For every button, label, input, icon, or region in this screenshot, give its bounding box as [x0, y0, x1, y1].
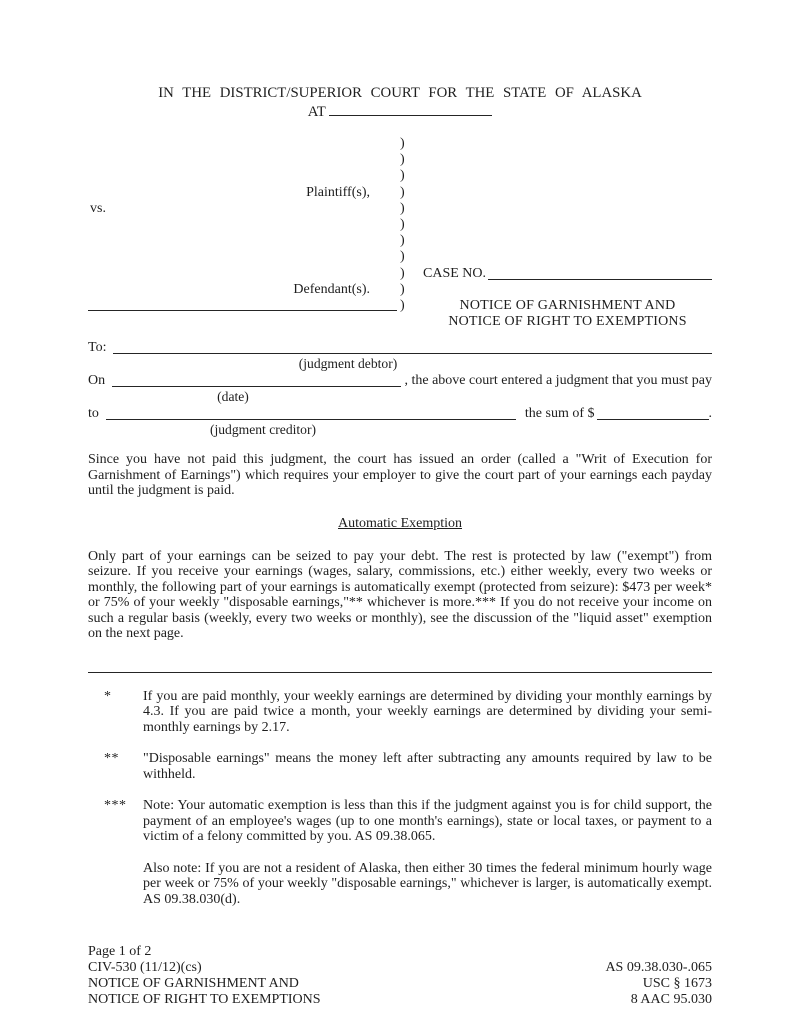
caption-paren: ) — [400, 249, 405, 265]
caption-row — [88, 233, 712, 249]
judgment-notice-block — [88, 339, 712, 438]
caption-row-vs — [88, 201, 712, 217]
footer-left-column — [88, 944, 321, 1008]
footnote-triple-star — [88, 798, 712, 845]
notice-title-line2: NOTICE OF RIGHT TO EXEMPTIONS — [448, 314, 687, 330]
judgment-creditor-blank[interactable] — [106, 405, 516, 420]
statute-reference-aac: 8 AAC 95.030 — [630, 992, 712, 1008]
to-label: To: — [88, 340, 107, 356]
entered-judgment-text: , the above court entered a judgment that you must pay — [404, 373, 712, 389]
caption-paren: ) — [400, 136, 405, 151]
judgment-debtor-blank[interactable] — [113, 339, 712, 354]
court-name: IN THE DISTRICT/SUPERIOR COURT FOR THE STATE OF ALASKA — [158, 85, 642, 101]
footnote-triple-star-marker: *** — [104, 798, 127, 814]
footnote-double-star-marker: ** — [104, 751, 119, 767]
footnote-separator — [88, 672, 712, 673]
sum-line — [88, 405, 712, 422]
date-caption: (date) — [217, 389, 249, 405]
to-small-label: to — [88, 406, 99, 422]
caption-row-plaintiff — [88, 185, 712, 201]
sum-amount-blank[interactable] — [597, 405, 709, 420]
footnote-triple-star-text: Note: Your automatic exemption is less than this if the judgment against you is for child support, the payment of an employee's wages (up to one month's earnings), state or local taxes, or payment to a victim of a felony committed by you. AS 09.38.065. — [143, 798, 712, 845]
case-no-label: CASE NO. — [423, 265, 487, 281]
caption-row-defendant — [88, 282, 712, 298]
judgment-debtor-caption-line — [88, 356, 712, 372]
caption-paren: ) — [400, 297, 405, 313]
footnote-star — [88, 689, 712, 736]
caption-paren: ) — [400, 168, 405, 184]
judgment-debtor-caption: (judgment debtor) — [298, 356, 398, 372]
court-header — [88, 85, 712, 121]
case-caption — [88, 136, 712, 330]
exemption-paragraph: Only part of your earnings can be seized to pay your debt. The rest is protected by law ("exempt") from seizure. If you receive your earnings (wages, salary, commissions, etc.) either weekly, every two weeks or monthly, the following part of your earnings is automatically exempt (protected from seizure): $473 per week* or 75% of your weekly "disposable earnings,"** whichever is more.*** If you do not receive your income on such a regular basis (weekly, every two weeks or monthly), see the discussion of the "liquid asset" exemption on the next page. — [88, 548, 712, 642]
vs-label: vs. — [90, 200, 106, 216]
caption-row — [88, 168, 712, 184]
caption-row — [88, 136, 712, 152]
footnote-also-note-text: Also note: If you are not a resident of Alaska, then either 30 times the federal minimum hourly wage per week or 75% of your weekly "disposable earnings," whichever is larger, is automatically exempt. AS 09.38.030(d). — [143, 860, 712, 907]
caption-row-case-no — [88, 266, 712, 282]
footnote-star-text: If you are paid monthly, your weekly earnings are determined by dividing your monthly earnings by 4.3. If you are paid twice a month, your weekly earnings are determined by dividing your semi-monthly earnings by 2.17. — [143, 688, 712, 735]
footer-form-title-line2: NOTICE OF RIGHT TO EXEMPTIONS — [88, 992, 321, 1008]
notice-title-line1: NOTICE OF GARNISHMENT AND — [459, 297, 676, 313]
caption-row — [88, 152, 712, 168]
at-label: AT — [307, 104, 326, 120]
footer-form-title-line1: NOTICE OF GARNISHMENT AND — [88, 976, 299, 992]
caption-paren: ) — [400, 152, 405, 168]
date-caption-line — [88, 389, 712, 405]
caption-paren: ) — [400, 184, 405, 200]
caption-paren: ) — [400, 200, 405, 216]
date-blank[interactable] — [112, 372, 401, 387]
judgment-creditor-caption-line — [88, 422, 712, 438]
form-number: CIV-530 (11/12)(cs) — [88, 960, 202, 976]
court-location-line — [88, 103, 712, 121]
caption-paren: ) — [400, 216, 405, 232]
sum-label: the sum of $ — [524, 406, 595, 422]
statute-reference-usc: USC § 1673 — [642, 976, 712, 992]
court-location-blank[interactable] — [329, 103, 492, 116]
caption-paren: ) — [400, 233, 405, 249]
to-line — [88, 339, 712, 356]
judgment-creditor-caption: (judgment creditor) — [209, 422, 317, 438]
caption-row — [88, 217, 712, 233]
footnote-double-star — [88, 751, 712, 782]
footnote-star-marker: * — [104, 688, 112, 704]
footer-right-column — [605, 944, 712, 1008]
plaintiff-label: Plaintiff(s), — [306, 184, 370, 200]
page-footer — [88, 944, 712, 1008]
sum-period: . — [708, 406, 712, 422]
on-label: On — [88, 373, 106, 389]
caption-row-title1 — [88, 298, 712, 314]
page-indicator: Page 1 of 2 — [88, 944, 152, 960]
case-no-blank[interactable] — [488, 266, 712, 280]
statute-reference-as: AS 09.38.030-.065 — [605, 960, 712, 976]
caption-row — [88, 249, 712, 265]
party-names-blank[interactable] — [88, 298, 397, 311]
caption-paren: ) — [400, 265, 405, 281]
automatic-exemption-heading: Automatic Exemption — [337, 515, 463, 531]
defendant-label: Defendant(s). — [293, 281, 370, 297]
footnote-double-star-text: "Disposable earnings" means the money left after subtracting any amounts required by law to be withheld. — [143, 751, 712, 782]
caption-row-title2 — [88, 314, 712, 330]
caption-paren: ) — [400, 281, 405, 297]
writ-of-execution-paragraph: Since you have not paid this judgment, the court has issued an order (called a "Writ of Execution for Garnishment of Earnings") which requires your employer to give the court part of your earnings each payday until the judgment is paid. — [88, 452, 712, 499]
on-line — [88, 372, 712, 389]
